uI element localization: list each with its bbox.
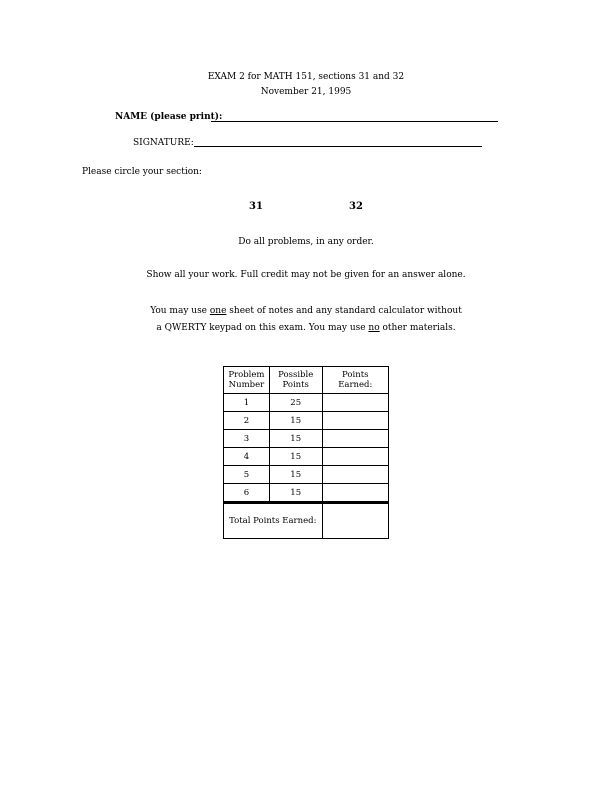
possible-points: 25 [269, 394, 322, 412]
signature-field-line[interactable] [194, 146, 482, 147]
possible-points: 15 [269, 448, 322, 466]
points-earned-cell[interactable] [322, 448, 388, 466]
header-possible-points: Possible Points [269, 367, 322, 394]
name-field-line[interactable] [211, 121, 498, 122]
instruction-notes: You may use one sheet of notes and any standard calculator without [150, 306, 462, 316]
possible-points: 15 [269, 466, 322, 484]
table-row [224, 448, 389, 466]
points-earned-cell[interactable] [322, 430, 388, 448]
score-table [223, 366, 389, 539]
signature-label: SIGNATURE: [133, 138, 194, 148]
problem-number: 4 [224, 448, 270, 466]
points-earned-cell[interactable] [322, 412, 388, 430]
score-table-header [224, 367, 389, 394]
exam-title: EXAM 2 for MATH 151, sections 31 and 32 [207, 72, 405, 82]
instruction-show-work: Show all your work. Full credit may not be given for an answer alone. [146, 270, 466, 280]
possible-points: 15 [269, 484, 322, 503]
table-row [224, 466, 389, 484]
problem-number: 5 [224, 466, 270, 484]
points-earned-cell[interactable] [322, 394, 388, 412]
possible-points: 15 [269, 412, 322, 430]
header-points-earned: Points Earned: [322, 367, 388, 394]
points-earned-cell[interactable] [322, 484, 388, 503]
table-row [224, 394, 389, 412]
problem-number: 2 [224, 412, 270, 430]
name-label: NAME (please print): [115, 112, 223, 122]
total-row [224, 503, 389, 539]
section-option-31[interactable]: 31 [249, 201, 263, 212]
section-prompt: Please circle your section: [82, 167, 202, 177]
problem-number: 6 [224, 484, 270, 503]
instruction-order: Do all problems, in any order. [238, 237, 374, 247]
table-row [224, 484, 389, 503]
table-row [224, 412, 389, 430]
points-earned-cell[interactable] [322, 466, 388, 484]
section-option-32[interactable]: 32 [349, 201, 363, 212]
possible-points: 15 [269, 430, 322, 448]
problem-number: 1 [224, 394, 270, 412]
exam-date: November 21, 1995 [260, 87, 352, 97]
header-problem-number: Problem Number [224, 367, 270, 394]
total-points-cell[interactable] [322, 503, 388, 539]
total-points-label: Total Points Earned: [224, 503, 323, 539]
problem-number: 3 [224, 430, 270, 448]
instruction-materials: a QWERTY keypad on this exam. You may use no other materials. [156, 323, 456, 333]
table-row [224, 430, 389, 448]
